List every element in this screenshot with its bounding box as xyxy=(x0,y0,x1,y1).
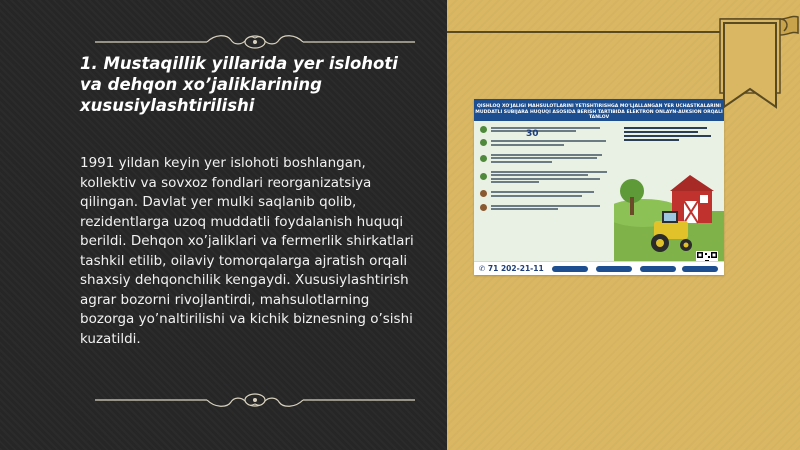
list-item xyxy=(480,169,612,185)
poster-footer xyxy=(474,261,724,275)
bottom-flourish-ornament xyxy=(95,388,415,412)
poster-footer-badge xyxy=(682,266,718,272)
list-item xyxy=(480,152,612,164)
slide-body-text: 1991 yildan keyin yer islohoti boshlangan, kollektiv va sovxoz fondlari reorganizatsiya qilingan. Davlat yer mulki saqlanib qolib, rezidentlarga uzoq muddatli foydalanish huquqi berildi. Dehqon xo’jaliklari va fermerlik shirkatlari tashkil etilib, oilaviy tomorqalarga ajratish orqali shaxsiy dehqonchilik kengaydi. Xususiylashtirish agrar bozorni rivojlantirdi, mahsulotlarning bozorga yo’naltirilishi va kichik biznesning o’sishi kuzatildi. xyxy=(80,155,414,347)
poster-footer-badge xyxy=(596,266,632,272)
ribbon-line xyxy=(447,31,725,33)
auction-poster-image xyxy=(474,99,724,275)
poster-phone: ✆ 71 202-21-11 xyxy=(479,264,544,273)
top-flourish-ornament xyxy=(95,30,415,54)
poster-body xyxy=(474,121,724,261)
list-item xyxy=(480,125,612,134)
poster-info-list xyxy=(480,125,612,217)
list-item xyxy=(480,139,612,148)
bookmark-ribbon-icon xyxy=(716,15,800,125)
poster-footer-badge xyxy=(552,266,588,272)
farm-scene-illustration xyxy=(614,151,724,261)
poster-highlight-number: 30 xyxy=(526,129,539,139)
list-item xyxy=(480,190,612,199)
poster-header: QISHLOQ XO'JALIGI MAHSULOTLARINI YETISHTIRISHGA MO'LJALLANGAN YER UCHASTKALARINI MUDDATLI SUBIJARA HUQUQI ASOSIDA BERISH TARTIBIDA ELEKTRON ONLAYN-AUKSION ORQALI TANLOV xyxy=(474,99,724,121)
slide-title: 1. Mustaqillik yillarida yer islohoti va dehqon xo’jaliklarining xususiylashtirilishi xyxy=(80,54,398,115)
poster-footer-badge xyxy=(640,266,676,272)
poster-side-text xyxy=(624,125,716,143)
list-item xyxy=(480,203,612,212)
